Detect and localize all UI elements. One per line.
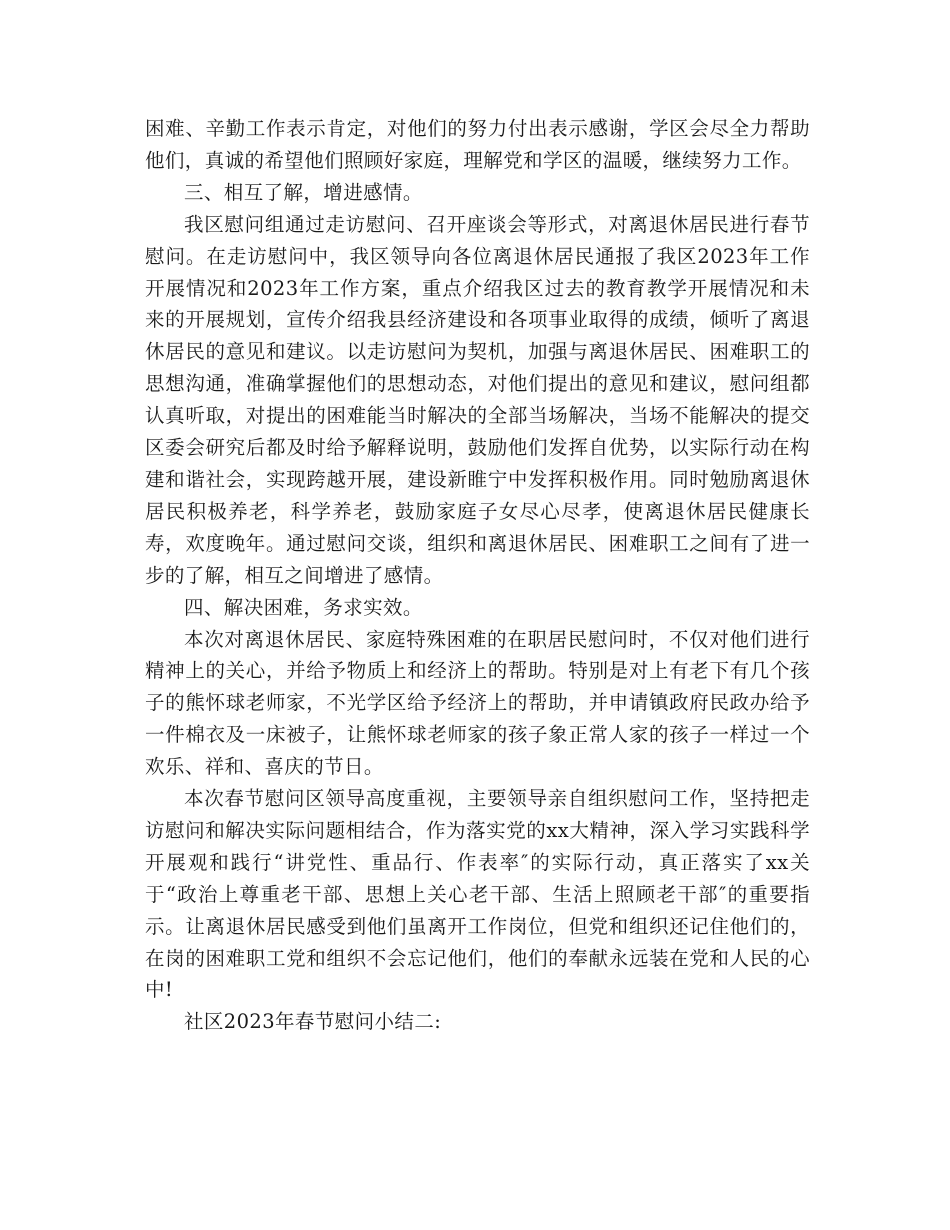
paragraph-visits: 我区慰问组通过走访慰问、召开座谈会等形式，对离退休居民进行春节慰问。在走访慰问中，我区领导向各位离退休居民通报了我区2023年工作开展情况和2023年工作方案，重点介绍我区过去的教育教学开展情况和未来的开展规划，宣传介绍我县经济建设和各项事业取得的成绩，倾听了离退休居民的意见和建议。以走访慰问为契机，加强与离退休居民、困难职工的思想沟通，准确掌握他们的思想动态，对他们提出的意见和建议，慰问组都认真听取，对提出的困难能当时解决的全部当场解决，当场不能解决的提交区委会研究后都及时给予解释说明，鼓励他们发挥自优势，以实际行动在构建和谐社会，实现跨越开展，建设新睢宁中发挥积极作用。同时勉励离退休居民积极养老，科学养老，鼓励家庭子女尽心尽孝，使离退休居民健康长寿，欢度晚年。通过慰问交谈，组织和离退休居民、困难职工之间有了进一步的了解，相互之间增进了感情。 (145, 212, 810, 587)
section-heading-3: 三、相互了解，增进感情。 (184, 180, 423, 204)
paragraph-assistance: 本次对离退休居民、家庭特殊困难的在职居民慰问时，不仅对他们进行精神上的关心，并给予物质上和经济上的帮助。特别是对上有老下有几个孩子的熊怀球老师家，不光学区给予经济上的帮助，并申请镇政府民政办给予一件棉衣及一床被子，让熊怀球老师家的孩子象正常人家的孩子一样过一个欢乐、祥和、喜庆的节日。 (145, 627, 810, 779)
next-section-title: 社区2023年春节慰问小结二: (184, 1010, 442, 1034)
paragraph-continuation: 困难、辛勤工作表示肯定，对他们的努力付出表示感谢，学区会尽全力帮助他们，真诚的希望他们照顾好家庭，理解党和学区的温暖，继续努力工作。 (145, 117, 810, 172)
paragraph-summary: 本次春节慰问区领导高度重视，主要领导亲自组织慰问工作，坚持把走访慰问和解决实际问题相结合，作为落实党的xx大精神，深入学习实践科学开展观和践行“讲党性、重品行、作表率″的实际行动，真正落实了xx关于“政治上尊重老干部、思想上关心老干部、生活上照顾老干部″的重要指示。让离退休居民感受到他们虽离开工作岗位，但党和组织还记住他们的，在岗的困难职工党和组织不会忘记他们，他们的奉献永远装在党和人民的心中! (145, 787, 810, 1002)
section-heading-4: 四、解决困难，务求实效。 (184, 595, 423, 619)
document-body (145, 113, 810, 1038)
